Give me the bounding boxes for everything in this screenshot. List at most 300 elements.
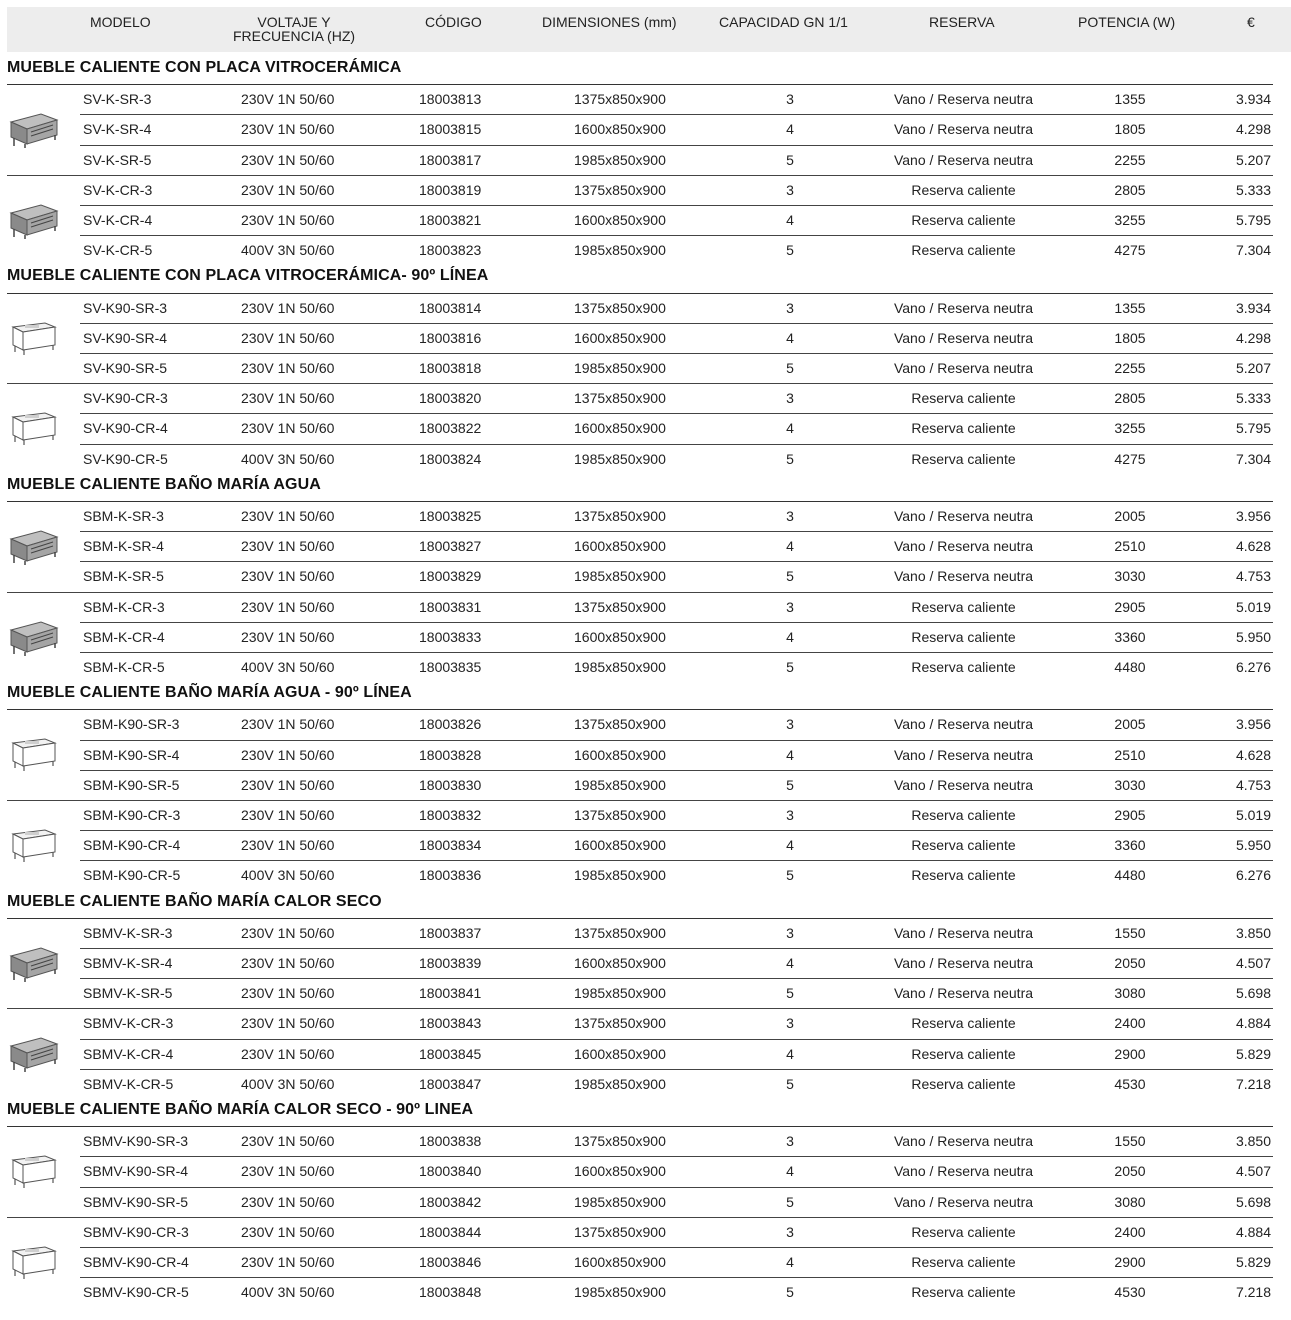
cell-precio: 3.956 bbox=[1235, 716, 1271, 733]
cell-codigo: 18003833 bbox=[419, 628, 482, 645]
row-divider bbox=[80, 948, 1273, 949]
cell-reserva: Vano / Reserva neutra bbox=[893, 924, 1034, 941]
cell-capacidad: 4 bbox=[786, 746, 794, 763]
cell-potencia: 1805 bbox=[1114, 121, 1146, 138]
cell-codigo: 18003831 bbox=[419, 598, 482, 615]
cell-potencia: 2510 bbox=[1114, 538, 1146, 555]
cell-voltaje: 230V 1N 50/60 bbox=[241, 1045, 335, 1062]
cell-capacidad: 5 bbox=[786, 1193, 794, 1210]
cell-dimensiones: 1600x850x900 bbox=[574, 1045, 666, 1062]
cell-modelo: SBM-K90-SR-5 bbox=[83, 776, 180, 793]
cell-modelo: SBM-K-CR-4 bbox=[83, 628, 165, 645]
cell-dimensiones: 1985x850x900 bbox=[574, 776, 666, 793]
cell-voltaje: 230V 1N 50/60 bbox=[241, 299, 335, 316]
cell-dimensiones: 1985x850x900 bbox=[574, 1284, 666, 1301]
cell-codigo: 18003840 bbox=[419, 1163, 482, 1180]
cell-precio: 4.753 bbox=[1235, 568, 1271, 585]
cell-dimensiones: 1985x850x900 bbox=[574, 360, 666, 376]
cell-capacidad: 4 bbox=[786, 420, 794, 437]
row-divider bbox=[80, 114, 1273, 115]
table-row bbox=[0, 1069, 1291, 1099]
cell-reserva: Reserva caliente bbox=[911, 807, 1016, 823]
cell-codigo: 18003832 bbox=[419, 807, 482, 823]
header-codigo: CÓDIGO bbox=[425, 14, 482, 30]
cell-potencia: 3030 bbox=[1114, 776, 1146, 793]
cell-capacidad: 3 bbox=[786, 807, 794, 823]
cell-voltaje: 230V 1N 50/60 bbox=[241, 1163, 335, 1180]
cell-dimensiones: 1985x850x900 bbox=[574, 450, 666, 467]
cell-reserva: Vano / Reserva neutra bbox=[893, 716, 1034, 733]
cell-dimensiones: 1600x850x900 bbox=[574, 121, 666, 138]
header-voltaje: VOLTAJE Y FRECUENCIA (HZ) bbox=[232, 14, 356, 44]
cell-dimensiones: 1375x850x900 bbox=[574, 181, 666, 198]
cell-potencia: 3080 bbox=[1114, 1193, 1146, 1210]
cell-capacidad: 3 bbox=[786, 924, 794, 941]
table-row bbox=[0, 1156, 1291, 1186]
cell-codigo: 18003816 bbox=[419, 329, 482, 346]
cell-dimensiones: 1375x850x900 bbox=[574, 91, 666, 108]
table-row bbox=[0, 740, 1291, 770]
cell-voltaje: 230V 1N 50/60 bbox=[241, 181, 335, 198]
cell-precio: 5.795 bbox=[1235, 420, 1271, 437]
cell-potencia: 2255 bbox=[1114, 151, 1146, 168]
row-divider bbox=[80, 740, 1273, 741]
cell-reserva: Vano / Reserva neutra bbox=[893, 538, 1034, 555]
cell-voltaje: 230V 1N 50/60 bbox=[241, 151, 335, 168]
row-divider bbox=[80, 830, 1273, 831]
cell-voltaje: 230V 1N 50/60 bbox=[241, 776, 335, 793]
row-divider bbox=[80, 1156, 1273, 1157]
table-row bbox=[0, 235, 1291, 265]
cell-modelo: SBMV-K-CR-4 bbox=[83, 1045, 174, 1062]
cell-modelo: SBM-K90-SR-4 bbox=[83, 746, 180, 763]
cell-precio: 7.304 bbox=[1235, 242, 1271, 259]
cell-modelo: SBM-K-SR-4 bbox=[83, 538, 164, 555]
row-divider bbox=[80, 1039, 1273, 1040]
table-row bbox=[0, 652, 1291, 682]
row-divider bbox=[80, 770, 1273, 771]
cell-capacidad: 5 bbox=[786, 151, 794, 168]
cell-codigo: 18003822 bbox=[419, 420, 482, 437]
table-row bbox=[0, 561, 1291, 591]
group-divider bbox=[7, 592, 80, 593]
cell-potencia: 2905 bbox=[1114, 598, 1146, 615]
cell-voltaje: 400V 3N 50/60 bbox=[241, 450, 335, 467]
cell-reserva: Vano / Reserva neutra bbox=[893, 329, 1034, 346]
cell-modelo: SBMV-K-SR-3 bbox=[83, 924, 173, 941]
cell-modelo: SV-K-CR-4 bbox=[83, 212, 153, 228]
cell-precio: 5.698 bbox=[1235, 1193, 1271, 1210]
table-row bbox=[0, 531, 1291, 561]
cell-dimensiones: 1375x850x900 bbox=[574, 598, 666, 615]
cell-capacidad: 4 bbox=[786, 538, 794, 555]
cell-potencia: 4480 bbox=[1114, 659, 1146, 675]
cell-reserva: Vano / Reserva neutra bbox=[893, 746, 1034, 763]
row-divider bbox=[80, 1277, 1273, 1278]
cell-modelo: SBM-K90-CR-3 bbox=[83, 807, 181, 823]
table-row bbox=[0, 948, 1291, 978]
group-divider bbox=[7, 800, 80, 801]
cell-voltaje: 230V 1N 50/60 bbox=[241, 1015, 335, 1032]
cell-dimensiones: 1985x850x900 bbox=[574, 151, 666, 168]
cell-potencia: 1550 bbox=[1114, 924, 1146, 941]
cell-capacidad: 3 bbox=[786, 598, 794, 615]
cell-precio: 4.507 bbox=[1235, 1163, 1271, 1180]
cell-reserva: Reserva caliente bbox=[911, 1254, 1016, 1270]
cell-codigo: 18003819 bbox=[419, 181, 482, 198]
cell-dimensiones: 1375x850x900 bbox=[574, 1015, 666, 1032]
cell-codigo: 18003830 bbox=[419, 776, 482, 793]
table-row bbox=[0, 175, 1291, 205]
cell-capacidad: 4 bbox=[786, 837, 794, 854]
cell-voltaje: 230V 1N 50/60 bbox=[241, 91, 335, 108]
cell-codigo: 18003835 bbox=[419, 659, 482, 675]
row-divider bbox=[80, 978, 1273, 979]
cell-voltaje: 230V 1N 50/60 bbox=[241, 837, 335, 854]
cell-voltaje: 230V 1N 50/60 bbox=[241, 121, 335, 138]
cell-voltaje: 230V 1N 50/60 bbox=[241, 716, 335, 733]
cell-precio: 7.218 bbox=[1235, 1284, 1271, 1301]
cell-codigo: 18003848 bbox=[419, 1284, 482, 1301]
cell-precio: 4.298 bbox=[1235, 121, 1271, 138]
cell-codigo: 18003827 bbox=[419, 538, 482, 555]
cell-codigo: 18003813 bbox=[419, 91, 482, 108]
cell-modelo: SV-K90-CR-4 bbox=[83, 420, 168, 437]
cell-voltaje: 230V 1N 50/60 bbox=[241, 1133, 335, 1150]
cell-reserva: Vano / Reserva neutra bbox=[893, 985, 1034, 1002]
cell-potencia: 2400 bbox=[1114, 1223, 1146, 1240]
cell-codigo: 18003826 bbox=[419, 716, 482, 733]
cell-modelo: SBMV-K90-SR-3 bbox=[83, 1133, 189, 1150]
cell-potencia: 2905 bbox=[1114, 807, 1146, 823]
cell-precio: 5.019 bbox=[1235, 807, 1271, 823]
group-divider bbox=[7, 383, 80, 384]
cell-reserva: Vano / Reserva neutra bbox=[893, 776, 1034, 793]
cell-modelo: SV-K90-SR-5 bbox=[83, 360, 168, 376]
cell-voltaje: 230V 1N 50/60 bbox=[241, 598, 335, 615]
cell-modelo: SBM-K-SR-5 bbox=[83, 568, 164, 585]
cell-precio: 5.019 bbox=[1235, 598, 1271, 615]
table-row bbox=[0, 444, 1291, 474]
cell-reserva: Reserva caliente bbox=[911, 659, 1016, 675]
table-row bbox=[0, 830, 1291, 860]
cell-dimensiones: 1985x850x900 bbox=[574, 985, 666, 1002]
cell-capacidad: 3 bbox=[786, 181, 794, 198]
cell-modelo: SBMV-K90-CR-3 bbox=[83, 1223, 189, 1240]
cell-precio: 3.850 bbox=[1235, 924, 1271, 941]
cell-dimensiones: 1600x850x900 bbox=[574, 538, 666, 555]
row-divider bbox=[80, 1008, 1273, 1009]
section-title: MUEBLE CALIENTE BAÑO MARÍA CALOR SECO - 90º LINEA bbox=[7, 1101, 474, 1118]
cell-dimensiones: 1985x850x900 bbox=[574, 1193, 666, 1210]
cell-voltaje: 400V 3N 50/60 bbox=[241, 242, 335, 259]
table-header bbox=[7, 7, 1291, 52]
section-title: MUEBLE CALIENTE CON PLACA VITROCERÁMICA- 90º LÍNEA bbox=[7, 267, 489, 285]
group-divider bbox=[7, 1008, 80, 1009]
cell-reserva: Reserva caliente bbox=[911, 1015, 1016, 1032]
cell-capacidad: 4 bbox=[786, 628, 794, 645]
cell-modelo: SBMV-K90-SR-5 bbox=[83, 1193, 189, 1210]
cell-potencia: 1805 bbox=[1114, 329, 1146, 346]
table-row bbox=[0, 1277, 1291, 1307]
cell-capacidad: 3 bbox=[786, 716, 794, 733]
row-divider bbox=[80, 1247, 1273, 1248]
table-row bbox=[0, 622, 1291, 652]
cell-dimensiones: 1600x850x900 bbox=[574, 1163, 666, 1180]
cell-capacidad: 4 bbox=[786, 955, 794, 971]
cell-codigo: 18003817 bbox=[419, 151, 482, 168]
cell-dimensiones: 1600x850x900 bbox=[574, 628, 666, 645]
cell-potencia: 4275 bbox=[1114, 450, 1146, 467]
cell-reserva: Reserva caliente bbox=[911, 837, 1016, 854]
cell-reserva: Vano / Reserva neutra bbox=[893, 360, 1034, 376]
header-potencia: POTENCIA (W) bbox=[1078, 14, 1176, 30]
cell-voltaje: 230V 1N 50/60 bbox=[241, 568, 335, 585]
cell-capacidad: 4 bbox=[786, 329, 794, 346]
cell-precio: 6.276 bbox=[1235, 659, 1271, 675]
cell-codigo: 18003834 bbox=[419, 837, 482, 854]
cell-dimensiones: 1985x850x900 bbox=[574, 568, 666, 585]
cell-dimensiones: 1375x850x900 bbox=[574, 299, 666, 316]
table-row bbox=[0, 709, 1291, 739]
table-row bbox=[0, 501, 1291, 531]
cell-reserva: Reserva caliente bbox=[911, 1045, 1016, 1062]
cell-dimensiones: 1375x850x900 bbox=[574, 390, 666, 407]
cell-modelo: SBM-K90-SR-3 bbox=[83, 716, 180, 733]
cell-voltaje: 230V 1N 50/60 bbox=[241, 420, 335, 437]
cell-reserva: Reserva caliente bbox=[911, 1223, 1016, 1240]
table-row bbox=[0, 918, 1291, 948]
cell-potencia: 3360 bbox=[1114, 628, 1146, 645]
cell-precio: 4.507 bbox=[1235, 955, 1271, 971]
table-row bbox=[0, 145, 1291, 175]
cell-modelo: SV-K90-CR-5 bbox=[83, 450, 168, 467]
cell-precio: 3.850 bbox=[1235, 1133, 1271, 1150]
cell-potencia: 2005 bbox=[1114, 508, 1146, 524]
cell-capacidad: 5 bbox=[786, 568, 794, 585]
section-title: MUEBLE CALIENTE CON PLACA VITROCERÁMICA bbox=[7, 59, 402, 76]
cell-dimensiones: 1985x850x900 bbox=[574, 867, 666, 884]
row-divider bbox=[80, 383, 1273, 384]
cell-precio: 5.333 bbox=[1235, 181, 1271, 198]
cell-potencia: 2510 bbox=[1114, 746, 1146, 763]
cell-reserva: Vano / Reserva neutra bbox=[893, 151, 1034, 168]
cell-modelo: SV-K-SR-5 bbox=[83, 151, 152, 168]
cell-precio: 3.956 bbox=[1235, 508, 1271, 524]
cell-modelo: SV-K90-SR-4 bbox=[83, 329, 168, 346]
cell-voltaje: 230V 1N 50/60 bbox=[241, 212, 335, 228]
cell-reserva: Vano / Reserva neutra bbox=[893, 955, 1034, 971]
row-divider bbox=[80, 622, 1273, 623]
cell-codigo: 18003842 bbox=[419, 1193, 482, 1210]
cell-voltaje: 400V 3N 50/60 bbox=[241, 1284, 335, 1301]
cell-codigo: 18003825 bbox=[419, 508, 482, 524]
cell-codigo: 18003836 bbox=[419, 867, 482, 884]
cell-potencia: 4530 bbox=[1114, 1284, 1146, 1301]
cell-codigo: 18003846 bbox=[419, 1254, 482, 1270]
table-row bbox=[0, 323, 1291, 353]
cell-reserva: Vano / Reserva neutra bbox=[893, 121, 1034, 138]
table-row bbox=[0, 1247, 1291, 1277]
cell-potencia: 2900 bbox=[1114, 1045, 1146, 1062]
cell-capacidad: 5 bbox=[786, 867, 794, 884]
cell-precio: 5.698 bbox=[1235, 985, 1271, 1002]
cell-precio: 3.934 bbox=[1235, 91, 1271, 108]
cell-precio: 4.884 bbox=[1235, 1223, 1271, 1240]
cell-potencia: 4480 bbox=[1114, 867, 1146, 884]
cell-capacidad: 3 bbox=[786, 299, 794, 316]
cell-potencia: 3080 bbox=[1114, 985, 1146, 1002]
cell-modelo: SBM-K-SR-3 bbox=[83, 508, 164, 524]
cell-reserva: Reserva caliente bbox=[911, 1284, 1016, 1301]
cell-reserva: Reserva caliente bbox=[911, 420, 1016, 437]
cell-capacidad: 3 bbox=[786, 1015, 794, 1032]
row-divider bbox=[80, 145, 1273, 146]
cell-voltaje: 400V 3N 50/60 bbox=[241, 659, 335, 675]
cell-modelo: SBM-K-CR-3 bbox=[83, 598, 165, 615]
cell-potencia: 2255 bbox=[1114, 360, 1146, 376]
cell-codigo: 18003838 bbox=[419, 1133, 482, 1150]
table-row bbox=[0, 114, 1291, 144]
section-title: MUEBLE CALIENTE BAÑO MARÍA AGUA - 90º LÍNEA bbox=[7, 684, 412, 702]
cell-modelo: SV-K90-CR-3 bbox=[83, 390, 168, 407]
cell-reserva: Reserva caliente bbox=[911, 181, 1016, 198]
table-row bbox=[0, 860, 1291, 890]
header-precio: € bbox=[1247, 14, 1255, 30]
cell-capacidad: 4 bbox=[786, 121, 794, 138]
cell-modelo: SBMV-K90-CR-5 bbox=[83, 1284, 189, 1301]
row-divider bbox=[80, 592, 1273, 593]
cell-voltaje: 230V 1N 50/60 bbox=[241, 538, 335, 555]
cell-precio: 5.950 bbox=[1235, 837, 1271, 854]
row-divider bbox=[80, 175, 1273, 176]
row-divider bbox=[80, 561, 1273, 562]
cell-capacidad: 5 bbox=[786, 776, 794, 793]
cell-capacidad: 4 bbox=[786, 1254, 794, 1270]
cell-capacidad: 3 bbox=[786, 390, 794, 407]
cell-reserva: Vano / Reserva neutra bbox=[893, 568, 1034, 585]
cell-codigo: 18003844 bbox=[419, 1223, 482, 1240]
cell-dimensiones: 1600x850x900 bbox=[574, 955, 666, 971]
cell-dimensiones: 1985x850x900 bbox=[574, 242, 666, 259]
cell-modelo: SBMV-K-CR-5 bbox=[83, 1075, 174, 1092]
cell-modelo: SV-K90-SR-3 bbox=[83, 299, 168, 316]
cell-potencia: 2805 bbox=[1114, 181, 1146, 198]
cell-capacidad: 4 bbox=[786, 1163, 794, 1180]
cell-codigo: 18003820 bbox=[419, 390, 482, 407]
row-divider bbox=[80, 860, 1273, 861]
cell-capacidad: 5 bbox=[786, 985, 794, 1002]
cell-dimensiones: 1985x850x900 bbox=[574, 659, 666, 675]
cell-dimensiones: 1600x850x900 bbox=[574, 212, 666, 228]
cell-dimensiones: 1375x850x900 bbox=[574, 924, 666, 941]
table-row bbox=[0, 413, 1291, 443]
cell-potencia: 3360 bbox=[1114, 837, 1146, 854]
cell-precio: 4.628 bbox=[1235, 746, 1271, 763]
cell-precio: 5.207 bbox=[1235, 151, 1271, 168]
cell-codigo: 18003841 bbox=[419, 985, 482, 1002]
cell-voltaje: 230V 1N 50/60 bbox=[241, 924, 335, 941]
cell-reserva: Reserva caliente bbox=[911, 628, 1016, 645]
cell-reserva: Reserva caliente bbox=[911, 1075, 1016, 1092]
cell-precio: 5.829 bbox=[1235, 1254, 1271, 1270]
cell-capacidad: 5 bbox=[786, 450, 794, 467]
cell-dimensiones: 1600x850x900 bbox=[574, 420, 666, 437]
cell-voltaje: 230V 1N 50/60 bbox=[241, 955, 335, 971]
cell-reserva: Vano / Reserva neutra bbox=[893, 299, 1034, 316]
cell-reserva: Reserva caliente bbox=[911, 212, 1016, 228]
row-divider bbox=[80, 1217, 1273, 1218]
cell-codigo: 18003814 bbox=[419, 299, 482, 316]
cell-dimensiones: 1600x850x900 bbox=[574, 1254, 666, 1270]
cell-potencia: 2400 bbox=[1114, 1015, 1146, 1032]
cell-capacidad: 5 bbox=[786, 1075, 794, 1092]
cell-modelo: SV-K-SR-3 bbox=[83, 91, 152, 108]
cell-dimensiones: 1600x850x900 bbox=[574, 837, 666, 854]
section-title: MUEBLE CALIENTE BAÑO MARÍA CALOR SECO bbox=[7, 892, 382, 910]
table-row bbox=[0, 293, 1291, 323]
group-divider bbox=[7, 175, 80, 176]
cell-codigo: 18003821 bbox=[419, 212, 482, 228]
cell-voltaje: 230V 1N 50/60 bbox=[241, 1254, 335, 1270]
cell-potencia: 2005 bbox=[1114, 716, 1146, 733]
cell-codigo: 18003828 bbox=[419, 746, 482, 763]
cell-precio: 6.276 bbox=[1235, 867, 1271, 884]
cell-reserva: Reserva caliente bbox=[911, 390, 1016, 407]
cell-dimensiones: 1600x850x900 bbox=[574, 329, 666, 346]
cell-reserva: Vano / Reserva neutra bbox=[893, 508, 1034, 524]
cell-potencia: 4275 bbox=[1114, 242, 1146, 259]
section-title: MUEBLE CALIENTE BAÑO MARÍA AGUA bbox=[7, 475, 321, 493]
table-row bbox=[0, 205, 1291, 235]
cell-precio: 4.628 bbox=[1235, 538, 1271, 555]
cell-modelo: SBMV-K90-SR-4 bbox=[83, 1163, 189, 1180]
table-row bbox=[0, 1187, 1291, 1217]
cell-dimensiones: 1375x850x900 bbox=[574, 508, 666, 524]
cell-codigo: 18003824 bbox=[419, 450, 482, 467]
cell-potencia: 2805 bbox=[1114, 390, 1146, 407]
cell-modelo: SV-K-SR-4 bbox=[83, 121, 152, 138]
cell-modelo: SV-K-CR-5 bbox=[83, 242, 153, 259]
cell-codigo: 18003837 bbox=[419, 924, 482, 941]
row-divider bbox=[80, 1069, 1273, 1070]
row-divider bbox=[80, 323, 1273, 324]
cell-precio: 5.829 bbox=[1235, 1045, 1271, 1062]
cell-voltaje: 230V 1N 50/60 bbox=[241, 329, 335, 346]
cell-potencia: 3255 bbox=[1114, 212, 1146, 228]
cell-voltaje: 400V 3N 50/60 bbox=[241, 867, 335, 884]
cell-modelo: SV-K-CR-3 bbox=[83, 181, 153, 198]
row-divider bbox=[80, 1187, 1273, 1188]
cell-voltaje: 230V 1N 50/60 bbox=[241, 985, 335, 1002]
cell-dimensiones: 1375x850x900 bbox=[574, 1133, 666, 1150]
cell-reserva: Vano / Reserva neutra bbox=[893, 1193, 1034, 1210]
cell-voltaje: 400V 3N 50/60 bbox=[241, 1075, 335, 1092]
cell-voltaje: 230V 1N 50/60 bbox=[241, 628, 335, 645]
cell-codigo: 18003823 bbox=[419, 242, 482, 259]
header-modelo: MODELO bbox=[90, 14, 151, 30]
table-row bbox=[0, 383, 1291, 413]
row-divider bbox=[80, 413, 1273, 414]
cell-codigo: 18003845 bbox=[419, 1045, 482, 1062]
cell-capacidad: 5 bbox=[786, 659, 794, 675]
row-divider bbox=[80, 444, 1273, 445]
header-capacidad: CAPACIDAD GN 1/1 bbox=[719, 14, 848, 30]
table-row bbox=[0, 1039, 1291, 1069]
cell-capacidad: 5 bbox=[786, 242, 794, 259]
cell-voltaje: 230V 1N 50/60 bbox=[241, 508, 335, 524]
group-divider bbox=[7, 1217, 80, 1218]
